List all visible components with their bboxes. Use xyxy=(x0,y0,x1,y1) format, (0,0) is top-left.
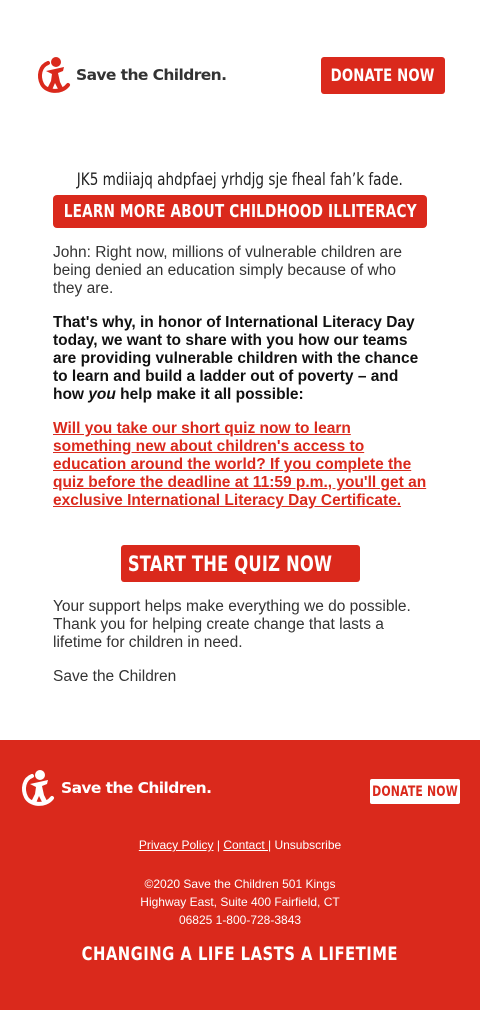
donate-now-label: DONATE NOW xyxy=(331,65,435,86)
literacy-day-paragraph xyxy=(53,314,429,404)
email-header xyxy=(0,0,480,150)
footer-logo-wordmark: Save the Children. xyxy=(61,779,212,797)
address-line: 06825 1-800-728-3843 xyxy=(178,913,302,927)
start-quiz-button[interactable] xyxy=(121,545,383,582)
learn-more-button[interactable] xyxy=(53,195,427,228)
bold-text-part1: That's why, in honor of International Literacy Day today, we want to share with you how our teams are providing vulnerable children with the chance to learn and build a ladder out of poverty – and how xyxy=(53,314,419,403)
footer-donate-now-label: DONATE NOW xyxy=(372,783,458,800)
save-the-children-logo[interactable] xyxy=(37,56,226,94)
contact-link[interactable]: Contact xyxy=(223,838,269,852)
headline-text: JK5 mdiiajq ahdpfaej yrhdjg sje fheal fah’k fade. xyxy=(76,170,404,190)
unsubscribe-link[interactable]: Unsubscribe xyxy=(274,838,342,852)
footer-logo[interactable] xyxy=(21,769,211,807)
tagline-text: CHANGING A LIFE LASTS A LIFETIME xyxy=(81,943,399,965)
emphasis-you: you xyxy=(88,386,116,403)
learn-more-label: LEARN MORE ABOUT CHILDHOOD ILLITERACY xyxy=(63,201,417,222)
footer-tagline xyxy=(40,942,440,966)
link-separator: | xyxy=(213,838,224,852)
logo-wordmark: Save the Children. xyxy=(76,66,227,84)
email-body xyxy=(53,244,429,510)
support-paragraph: Your support helps make everything we do possible. Thank you for helping create change that lasts a lifetime for children in need. xyxy=(53,598,411,651)
footer-donate-now-button[interactable] xyxy=(370,779,460,804)
privacy-policy-link[interactable]: Privacy Policy xyxy=(138,838,214,852)
email-footer xyxy=(0,740,480,1010)
address-line: ©2020 Save the Children 501 Kings xyxy=(144,877,336,891)
quiz-link[interactable]: Will you take our short quiz now to learn something new about children's access to education around the world? If you complete the quiz before the deadline at 11:59 p.m., you'll get an exclusive International Literacy Day Certificate. xyxy=(53,420,427,509)
footer-address xyxy=(120,875,360,929)
closing-section xyxy=(53,598,429,702)
headline xyxy=(53,168,427,192)
donate-now-button[interactable] xyxy=(321,57,445,94)
child-figure-icon xyxy=(37,56,73,94)
child-figure-icon xyxy=(21,769,57,807)
start-quiz-label: START THE QUIZ NOW xyxy=(127,551,332,576)
address-line: Highway East, Suite 400 Fairfield, CT xyxy=(140,895,340,909)
link-separator: | xyxy=(268,838,275,852)
bold-text-part2: help make it all possible: xyxy=(115,386,304,403)
intro-paragraph: John: Right now, millions of vulnerable children are being denied an education simply because of who they are. xyxy=(53,244,402,297)
double-chevron-right-icon: » xyxy=(366,547,383,576)
signature: Save the Children xyxy=(53,668,177,685)
footer-links xyxy=(0,838,480,852)
